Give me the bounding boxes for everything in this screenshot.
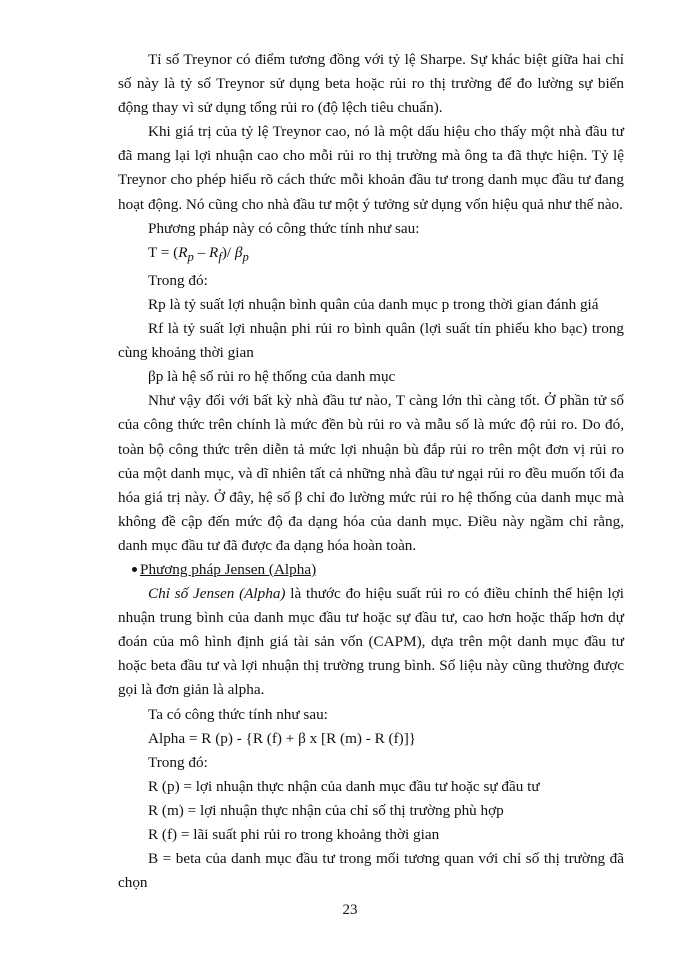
paragraph-jensen-definition: Chỉ số Jensen (Alpha) là thước đo hiệu suất rủi ro có điều chỉnh thể hiện lợi nhuận trung bình của danh mục đầu tư hoặc sự đầu tư, cao hơn hoặc thấp hơn dự đoán của mô hình định giá tài sản vốn (CAPM), dựa trên một danh mục đầu tư hoặc beta đầu tư và lợi nhuận thị trường trung bình. Số liệu này cũng thường được gọi là đơn giản là alpha. xyxy=(118,585,624,699)
definition-rf: Rf là tỷ suất lợi nhuận phi rủi ro bình quân (lợi suất tín phiếu kho bạc) trong cùng khoảng thời gian xyxy=(118,320,624,362)
page-number: 23 xyxy=(342,902,358,918)
definition-r-m: R (m) = lợi nhuận thực nhận của chỉ số thị trường phù hợp xyxy=(148,801,504,819)
definition-beta-p: βp là hệ số rủi ro hệ thống của danh mục xyxy=(148,368,396,386)
paragraph-where-2: Trong đó: xyxy=(148,753,208,771)
definition-b: B = beta của danh mục đầu tư trong mối tương quan với chỉ số thị trường đã chọn xyxy=(118,850,624,892)
treynor-formula: $T = (R_p - R_f)/$ $\beta_p$ xyxy=(148,243,249,264)
definition-rp: Rp là tỷ suất lợi nhuận bình quân của danh mục p trong thời gian đánh giá xyxy=(148,295,599,313)
definition-r-p: R (p) = lợi nhuận thực nhận của danh mục đầu tư hoặc sự đầu tư xyxy=(148,777,540,795)
bullet-jensen-heading: Phương pháp Jensen (Alpha) xyxy=(118,558,624,582)
definition-r-f: R (f) = lãi suất phi rủi ro trong khoảng thời gian xyxy=(148,826,440,844)
paragraph-where: Trong đó: xyxy=(148,271,208,289)
paragraph-treynor-meaning: Khi giá trị của tỷ lệ Treynor cao, nó là một dấu hiệu cho thấy một nhà đầu tư đã mang lại lợi nhuận cao cho mỗi rủi ro thị trường mà ông ta đã thực hiện. Tỷ lệ Treynor cho phép hiểu rõ cách thức mỗi khoản đầu tư trong danh mục đầu tư đang hoạt động. Nó cũng cho nhà đầu tư một ý tưởng sử dụng vốn hiệu quả như thế nào. xyxy=(118,123,624,213)
body-text xyxy=(118,48,624,895)
paragraph-formula-intro: Phương pháp này có công thức tính như sau: xyxy=(148,219,420,237)
paragraph-treynor-interpretation: Như vậy đối với bất kỳ nhà đầu tư nào, T càng lớn thì càng tốt. Ở phần tử số của công thức trên chính là mức đền bù rủi ro và mẫu số là mức độ rủi ro. Do đó, toàn bộ công thức trên diễn tả mức lợi nhuận bù đắp rủi ro trên một đơn vị rủi ro của một danh mục, và dĩ nhiên tất cả những nhà đầu tư ngại rủi ro đều muốn tối đa hóa giá trị này. Ở đây, hệ số β chỉ đo lường mức rủi ro hệ thống của danh mục mà không đề cập đến mức độ đa dạng hóa của danh mục. Điều này ngầm chỉ rằng, danh mục đầu tư đã được đa dạng hóa hoàn toàn. xyxy=(118,392,624,554)
alpha-formula: Alpha = R (p) - {R (f) + β x [R (m) - R (f)]} xyxy=(148,729,417,747)
paragraph-alpha-formula-intro: Ta có công thức tính như sau: xyxy=(148,705,328,723)
paragraph-treynor-intro: Tỉ số Treynor có điểm tương đồng với tỷ lệ Sharpe. Sự khác biệt giữa hai chỉ số này là tỷ số Treynor sử dụng beta hoặc rủi ro thị trường để đo lường sự biến động thay vì sử dụng tổng rủi ro (độ lệch tiêu chuẩn). xyxy=(118,51,624,117)
bullet-dot-icon xyxy=(132,567,137,572)
